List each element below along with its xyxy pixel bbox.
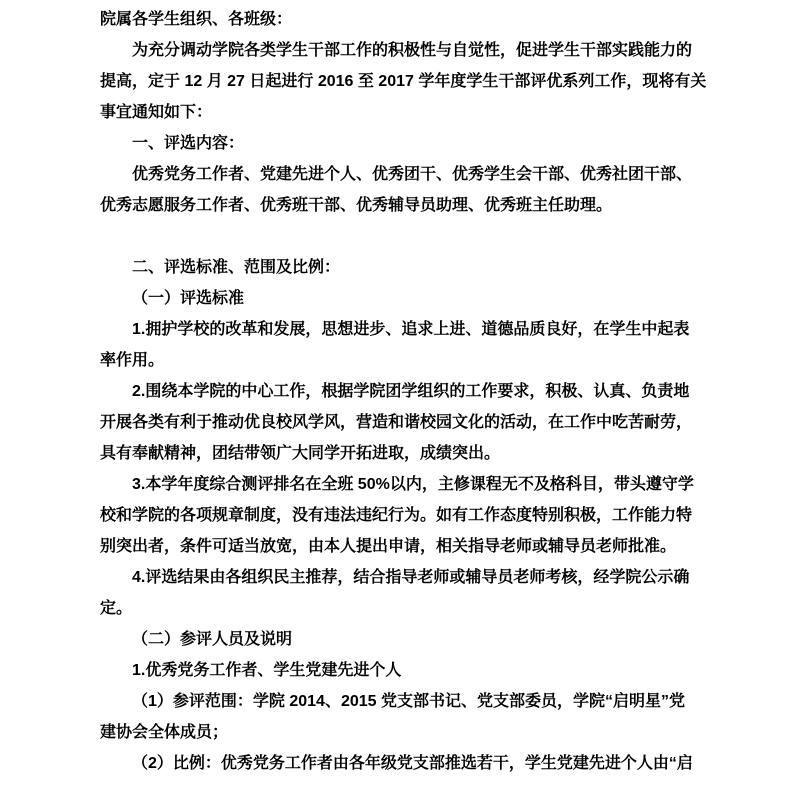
text-line: 为充分调动学院各类学生干部工作的积极性与自觉性，促进学生干部实践能力的 xyxy=(132,42,693,59)
text-line: （二）参评人员及说明 xyxy=(132,631,293,648)
text-line: 4.评选结果由各组织民主推荐，结合指导老师或辅导员老师考核，经学院公示确 xyxy=(132,569,690,586)
paragraph-ratio xyxy=(100,748,692,779)
heading-section-1 xyxy=(100,128,692,159)
text-line: （2）比例：优秀党务工作者由各年级党支部推选若干，学生党建先进个人由“启 xyxy=(132,755,693,772)
text-line: 校和学院的各项规章制度，没有违法违纪行为。如有工作态度特别积极，工作能力特 xyxy=(100,507,693,524)
text-line: （一）评选标准 xyxy=(132,290,245,307)
paragraph-criteria-1 xyxy=(100,314,692,376)
text-line: 具有奉献精神，团结带领广大同学开拓进取，成绩突出。 xyxy=(100,445,501,462)
text-line: 事宜通知如下： xyxy=(100,104,213,121)
text-line: 2.围绕本学院的中心工作，根据学院团学组织的工作要求，积极、认真、负责地 xyxy=(132,383,690,400)
paragraph-criteria-2 xyxy=(100,376,692,469)
text-line: 1.优秀党务工作者、学生党建先进个人 xyxy=(132,662,402,679)
text-line: 优秀党务工作者、党建先进个人、优秀团干、优秀学生会干部、优秀社团干部、 xyxy=(132,166,693,183)
paragraph-scope xyxy=(100,686,692,748)
text-line: 提高，定于 12 月 27 日起进行 2016 至 2017 学年度学生干部评优系列工作，现将有关 xyxy=(100,73,707,90)
text-line: 建协会全体成员； xyxy=(100,724,229,741)
text-line: 别突出者，条件可适当放宽，由本人提出申请，相关指导老师或辅导员老师批准。 xyxy=(100,538,677,555)
text-line: 1.拥护学校的改革和发展，思想进步、追求上进、道德品质良好，在学生中起表 xyxy=(132,321,690,338)
paragraph-intro xyxy=(100,35,707,128)
text-line: 定。 xyxy=(100,600,133,617)
paragraph-criteria-3 xyxy=(100,469,692,562)
text-line: 院属各学生组织、各班级： xyxy=(100,11,293,28)
blank-line xyxy=(100,221,692,252)
text-line: 二、评选标准、范围及比例： xyxy=(132,259,341,276)
paragraph-criteria-4 xyxy=(100,562,692,624)
text-line: 优秀志愿服务工作者、优秀班干部、优秀辅导员助理、优秀班主任助理。 xyxy=(100,197,613,214)
paragraph-salutation xyxy=(100,4,692,35)
blank-paragraph xyxy=(100,221,692,252)
heading-section-2 xyxy=(100,252,692,283)
text-line: 一、评选内容： xyxy=(132,135,245,152)
text-line: 开展各类有利于推动优良校风学风，营造和谐校园文化的活动，在工作中吃苦耐劳， xyxy=(100,414,693,431)
paragraph-award-list xyxy=(100,159,692,221)
text-line: 3.本学年度综合测评排名在全班 50%以内，主修课程无不及格科目，带头遵守学 xyxy=(132,476,694,493)
heading-participants xyxy=(100,624,692,655)
heading-award-type-1 xyxy=(100,655,692,686)
text-line: （1）参评范围：学院 2014、2015 党支部书记、党支部委员，学院“启明星”党 xyxy=(132,693,685,710)
heading-criteria xyxy=(100,283,692,314)
text-line: 率作用。 xyxy=(100,352,165,369)
